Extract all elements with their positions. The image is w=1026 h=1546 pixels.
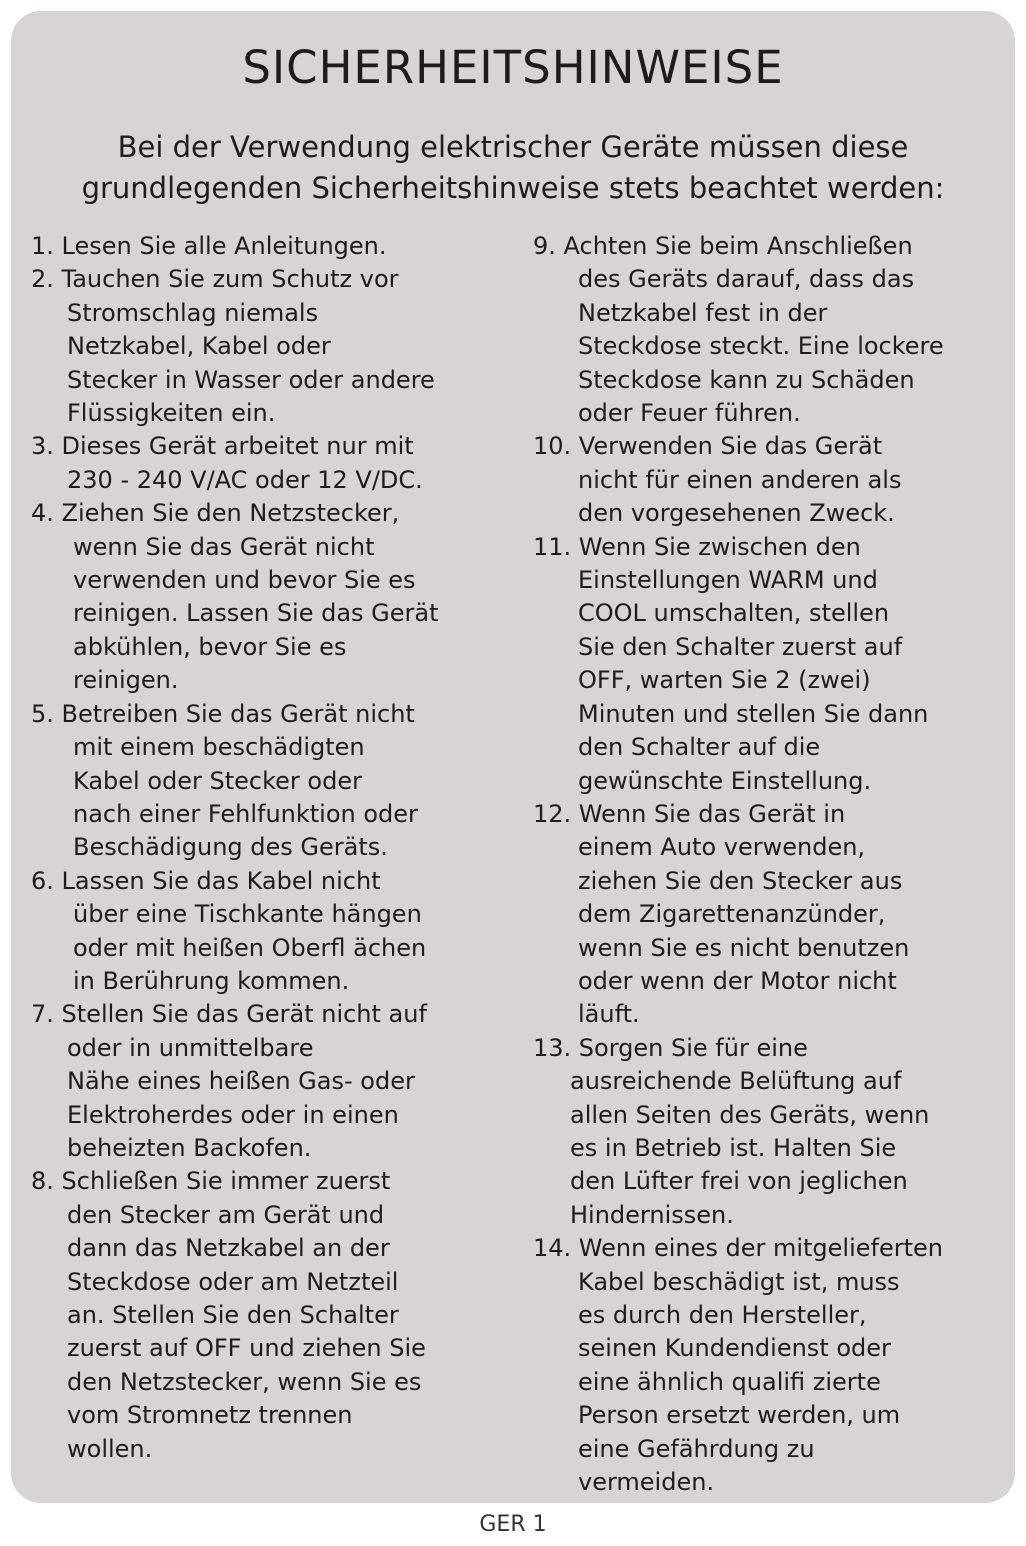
safety-item-line: reinigen. Lassen Sie das Gerät: [73, 599, 439, 628]
safety-item-line: zuerst auf OFF und ziehen Sie: [67, 1334, 426, 1363]
safety-item-line: beheizten Backofen.: [67, 1133, 312, 1162]
safety-item: [31, 230, 506, 263]
safety-item-line: Kabel oder Stecker oder: [73, 766, 362, 795]
safety-item-line: eine Gefährdung zu: [578, 1434, 815, 1463]
safety-item-line: des Geräts darauf, dass das: [578, 265, 915, 294]
safety-item-line: Elektroherdes oder in einen: [67, 1100, 399, 1129]
safety-item-first-line: 5. Betreiben Sie das Gerät nicht: [31, 699, 415, 728]
safety-item-line: Minuten und stellen Sie dann: [578, 699, 929, 728]
safety-item-line: es durch den Hersteller,: [578, 1301, 867, 1329]
safety-item: [31, 430, 506, 497]
safety-item: [533, 531, 1008, 798]
safety-item-line: wenn Sie das Gerät nicht: [73, 532, 375, 561]
safety-item-line: Person ersetzt werden, um: [578, 1401, 901, 1430]
safety-item-line: Nähe eines heißen Gas- oder: [67, 1067, 415, 1096]
safety-item-line: über eine Tischkante hängen: [73, 900, 422, 929]
safety-item-line: vermeiden.: [578, 1468, 715, 1497]
safety-item-line: eine ähnlich qualifi zierte: [578, 1367, 881, 1396]
safety-item-line: vom Stromnetz trennen: [67, 1401, 353, 1430]
safety-item: [31, 1165, 506, 1466]
safety-item-line: nach einer Fehlfunktion oder: [73, 799, 418, 828]
safety-item-first-line: 11. Wenn Sie zwischen den: [533, 532, 861, 561]
safety-item-first-line: 12. Wenn Sie das Gerät in: [533, 799, 846, 828]
safety-item-line: Flüssigkeiten ein.: [67, 399, 276, 428]
safety-item-first-line: 7. Stellen Sie das Gerät nicht auf: [31, 1000, 427, 1029]
safety-item-line: abkühlen, bevor Sie es: [73, 632, 347, 661]
page-number: GER 1: [479, 1512, 547, 1537]
safety-item-line: Hindernissen.: [570, 1200, 734, 1229]
safety-item-line: oder mit heißen Oberfl ächen: [73, 933, 427, 962]
safety-item-first-line: 6. Lassen Sie das Kabel nicht: [31, 866, 381, 895]
right-column: [533, 230, 1008, 1499]
safety-item-line: den Netzstecker, wenn Sie es: [67, 1367, 422, 1396]
safety-item-line: den vorgesehenen Zweck.: [578, 499, 895, 528]
safety-item-line: Kabel beschädigt ist, muss: [578, 1267, 900, 1296]
safety-panel: [11, 11, 1015, 1503]
safety-item-line: Netzkabel, Kabel oder: [67, 332, 331, 361]
safety-item: [533, 1032, 1008, 1232]
intro-line: Bei der Verwendung elektrischer Geräte müssen diese: [117, 130, 909, 164]
safety-item-line: OFF, warten Sie 2 (zwei): [578, 666, 871, 695]
safety-item-line: mit einem beschädigten: [73, 733, 365, 762]
safety-item-line: gewünschte Einstellung.: [578, 766, 872, 795]
safety-item: [31, 263, 506, 430]
safety-item-line: dem Zigarettenanzünder,: [578, 900, 886, 929]
safety-item-line: einem Auto verwenden,: [578, 833, 866, 862]
safety-item-first-line: 1. Lesen Sie alle Anleitungen.: [31, 232, 387, 260]
safety-item-line: den Schalter auf die: [578, 733, 821, 762]
safety-item-line: Stromschlag niemals: [67, 298, 319, 327]
safety-item-first-line: 3. Dieses Gerät arbeitet nur mit: [31, 432, 414, 461]
safety-item-line: oder wenn der Motor nicht: [578, 966, 897, 995]
page-title: SICHERHEITSHINWEISE: [242, 41, 784, 94]
safety-item-line: Beschädigung des Geräts.: [73, 833, 388, 862]
left-column: [31, 230, 506, 1466]
safety-item-line: Sie den Schalter zuerst auf: [578, 632, 903, 661]
safety-item-line: seinen Kundendienst oder: [578, 1334, 891, 1363]
safety-item: [533, 798, 1008, 1032]
safety-item: [31, 698, 506, 865]
safety-item: [31, 998, 506, 1165]
safety-item-line: Stecker in Wasser oder andere: [67, 365, 435, 394]
safety-item-first-line: 9. Achten Sie beim Anschließen: [533, 232, 913, 260]
safety-item-line: ausreichende Belüftung auf: [570, 1067, 902, 1096]
safety-item: [31, 865, 506, 999]
safety-item-line: Steckdose steckt. Eine lockere: [578, 332, 944, 361]
safety-item-first-line: 14. Wenn eines der mitgelieferten: [533, 1234, 944, 1263]
safety-item-line: allen Seiten des Geräts, wenn: [570, 1100, 930, 1129]
safety-item-line: Steckdose oder am Netzteil: [67, 1267, 399, 1296]
safety-item-line: Netzkabel fest in der: [578, 298, 828, 327]
safety-item-line: nicht für einen anderen als: [578, 465, 902, 494]
safety-item-first-line: 10. Verwenden Sie das Gerät: [533, 432, 883, 461]
safety-item-line: es in Betrieb ist. Halten Sie: [570, 1133, 897, 1162]
safety-item-line: dann das Netzkabel an der: [67, 1234, 390, 1263]
intro-line: grundlegenden Sicherheitshinweise stets beachtet werden:: [81, 171, 945, 205]
safety-item-line: den Lüfter frei von jeglichen: [570, 1167, 908, 1196]
safety-item-line: COOL umschalten, stellen: [578, 599, 890, 628]
safety-item-line: den Stecker am Gerät und: [67, 1200, 385, 1229]
safety-item-first-line: 8. Schließen Sie immer zuerst: [31, 1167, 391, 1196]
safety-item-line: Einstellungen WARM und: [578, 566, 878, 595]
safety-item-line: läuft.: [578, 1000, 640, 1029]
safety-item-line: verwenden und bevor Sie es: [73, 566, 416, 595]
safety-item-line: wenn Sie es nicht benutzen: [578, 933, 910, 962]
safety-item-line: 230 - 240 V/AC oder 12 V/DC.: [67, 465, 423, 494]
safety-item: [533, 230, 1008, 430]
safety-item-line: in Berührung kommen.: [73, 966, 350, 995]
safety-item-line: oder Feuer führen.: [578, 399, 801, 428]
safety-item-first-line: 2. Tauchen Sie zum Schutz vor: [31, 265, 399, 294]
safety-item: [31, 497, 506, 697]
safety-item-line: an. Stellen Sie den Schalter: [67, 1301, 399, 1329]
safety-item: [533, 1232, 1008, 1499]
safety-item-line: Steckdose kann zu Schäden: [578, 365, 915, 394]
safety-item-line: wollen.: [67, 1434, 153, 1463]
safety-item-line: ziehen Sie den Stecker aus: [578, 866, 903, 895]
safety-item-line: reinigen.: [73, 666, 179, 695]
safety-item: [533, 430, 1008, 530]
safety-item-first-line: 4. Ziehen Sie den Netzstecker,: [31, 499, 400, 528]
safety-item-line: oder in unmittelbare: [67, 1033, 314, 1062]
safety-item-first-line: 13. Sorgen Sie für eine: [533, 1033, 808, 1062]
intro-text: [11, 127, 1015, 209]
